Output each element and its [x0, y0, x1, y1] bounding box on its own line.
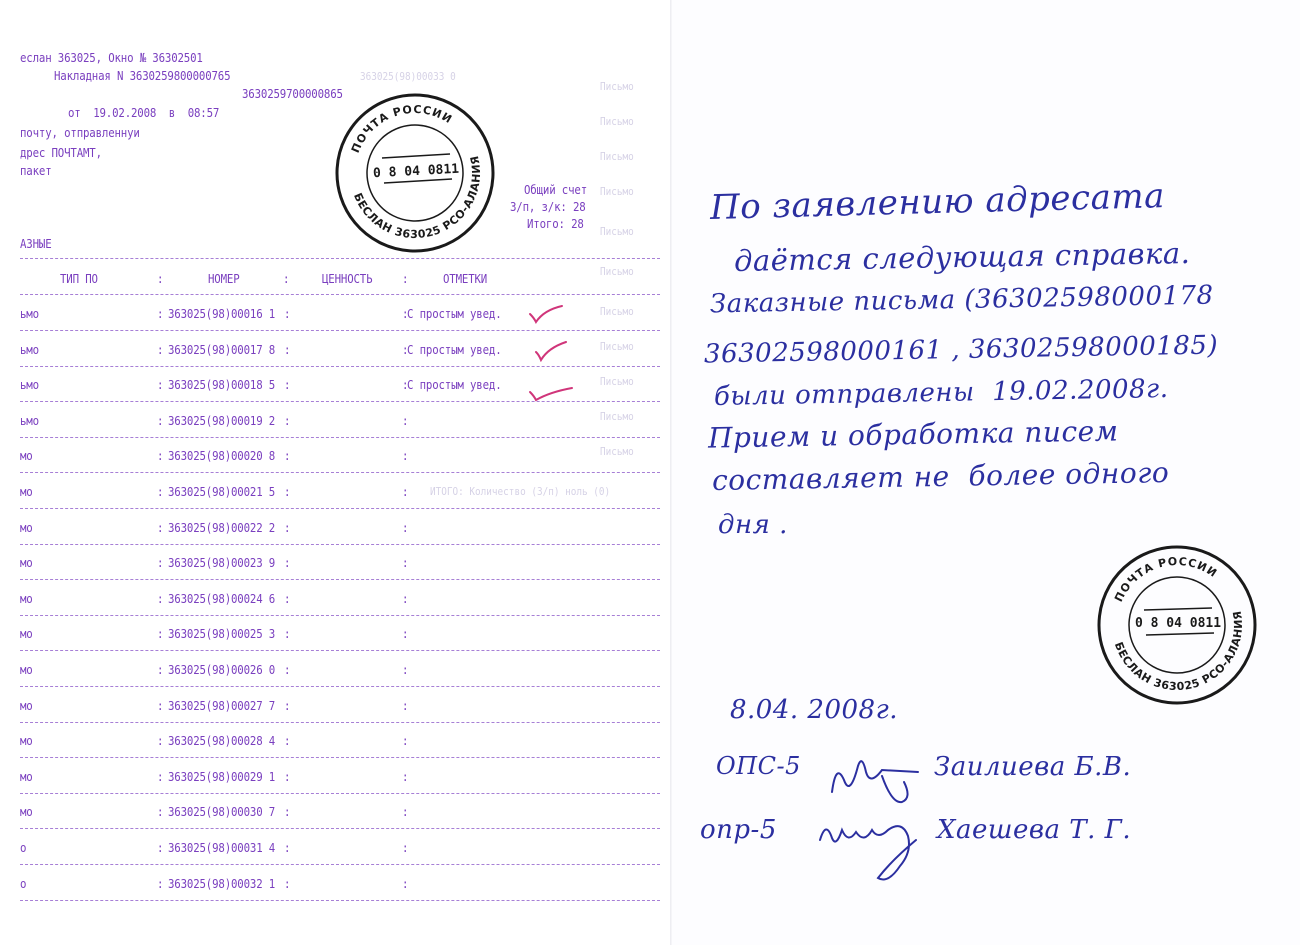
divider — [20, 472, 660, 473]
column-separator: : — [284, 662, 291, 677]
row-type: мо — [20, 698, 33, 713]
column-header-number: НОМЕР — [208, 271, 240, 286]
show-through-text: Письмо — [600, 80, 634, 93]
stamp-date: 0 8 04 0811 — [1134, 616, 1222, 631]
row-mark: С простым увед. — [407, 377, 502, 392]
column-separator: : — [284, 342, 291, 357]
column-separator: : — [284, 484, 291, 499]
column-separator: : — [157, 769, 164, 784]
column-separator: : — [157, 698, 164, 713]
row-number: 363025(98)00024 6 — [168, 591, 276, 606]
column-separator: : — [402, 876, 409, 891]
column-separator: : — [157, 306, 164, 321]
column-separator: : — [284, 804, 291, 819]
table-row — [0, 626, 670, 646]
column-separator: : — [402, 662, 409, 677]
divider — [20, 686, 660, 687]
note-line-3: Заказные письма (36302598000178 — [709, 280, 1214, 320]
row-type: мо — [20, 448, 33, 463]
column-separator: : — [157, 555, 164, 570]
receipt-header-line3: 3630259700000865 — [242, 86, 343, 101]
row-mark: С простым увед. — [407, 306, 502, 321]
show-through-text: Письмо — [600, 115, 634, 128]
column-separator: : — [157, 377, 164, 392]
note-date: 8.04. 2008г. — [730, 695, 898, 725]
column-separator: : — [157, 342, 164, 357]
column-separator: : — [157, 626, 164, 641]
receipt-totals-line2: З/п, з/к: 28 — [510, 199, 586, 214]
row-number: 363025(98)00027 7 — [168, 698, 276, 713]
postal-stamp — [1092, 540, 1262, 710]
divider — [20, 722, 660, 723]
receipt-date-line: от 19.02.2008 в 08:57 — [68, 105, 220, 120]
table-row — [0, 769, 670, 789]
row-number: 363025(98)00031 4 — [168, 840, 276, 855]
divider — [20, 615, 660, 616]
stamp-date: 0 8 04 0811 — [372, 161, 460, 182]
row-type: ьмо — [20, 413, 39, 428]
column-separator: : — [402, 306, 409, 321]
table-row — [0, 555, 670, 575]
table-row — [0, 484, 670, 504]
row-mark: С простым увед. — [407, 342, 502, 357]
row-type: ьмо — [20, 342, 39, 357]
row-type: ьмо — [20, 306, 39, 321]
column-separator: : — [402, 413, 409, 428]
receipt-sent-line3: пакет — [20, 163, 52, 178]
column-separator: : — [157, 733, 164, 748]
show-through-text: Письмо — [600, 445, 634, 458]
column-separator: : — [402, 342, 409, 357]
column-separator: : — [284, 733, 291, 748]
column-separator: : — [157, 413, 164, 428]
divider — [20, 437, 660, 438]
column-separator: : — [157, 520, 164, 535]
column-separator: : — [284, 626, 291, 641]
row-type: мо — [20, 733, 33, 748]
column-separator: : — [402, 769, 409, 784]
column-separator: : — [157, 804, 164, 819]
row-number: 363025(98)00019 2 — [168, 413, 276, 428]
receipt-header-line2: Накладная N 3630259800000765 — [54, 68, 231, 83]
stamp-bottom-text: БЕСЛАН 363025 РСО-АЛАНИЯ — [350, 154, 484, 242]
column-separator: : — [157, 591, 164, 606]
divider — [20, 258, 660, 259]
table-row — [0, 698, 670, 718]
column-separator: : — [284, 769, 291, 784]
table-row — [0, 591, 670, 611]
show-through-text: Письмо — [600, 185, 634, 198]
receipt-totals-line1: Общий счет — [524, 182, 588, 197]
column-separator: : — [402, 626, 409, 641]
column-separator: : — [402, 591, 409, 606]
divider — [20, 579, 660, 580]
divider — [20, 508, 660, 509]
column-separator: : — [402, 271, 409, 286]
table-row — [0, 804, 670, 824]
row-type: мо — [20, 520, 33, 535]
divider — [20, 793, 660, 794]
check-mark-icon — [528, 384, 574, 404]
note-line-7: составляет не более одного — [711, 456, 1170, 497]
note-line-6: Прием и обработка писем — [707, 414, 1119, 455]
receipt-header-line1: еслан 363025, Окно № 36302501 — [20, 50, 203, 65]
row-type: мо — [20, 769, 33, 784]
column-separator: : — [402, 555, 409, 570]
table-row — [0, 342, 670, 362]
row-number: 363025(98)00016 1 — [168, 306, 276, 321]
column-separator: : — [402, 484, 409, 499]
signature-1-name: Заилиева Б.В. — [934, 752, 1132, 782]
column-separator: : — [402, 698, 409, 713]
divider — [20, 650, 660, 651]
table-row — [0, 306, 670, 326]
divider — [20, 828, 660, 829]
column-separator: : — [402, 377, 409, 392]
row-number: 363025(98)00020 8 — [168, 448, 276, 463]
row-type: мо — [20, 591, 33, 606]
check-mark-icon — [534, 340, 568, 362]
stamp-top-text: ПОЧТА РОССИИ — [1112, 554, 1220, 605]
table-row — [0, 876, 670, 896]
column-separator: : — [402, 840, 409, 855]
column-separator: : — [402, 448, 409, 463]
divider — [20, 864, 660, 865]
row-number: 363025(98)00018 5 — [168, 377, 276, 392]
stamp-top-text: ПОЧТА РОССИИ — [348, 102, 455, 155]
note-line-4: 36302598000161 , 36302598000185) — [703, 330, 1219, 370]
column-separator: : — [402, 733, 409, 748]
show-through-text: Письмо — [600, 150, 634, 163]
column-header-marks: ОТМЕТКИ — [443, 271, 488, 286]
table-row — [0, 520, 670, 540]
show-through-text: 363025(98)00033 0 — [360, 70, 456, 83]
row-type: мо — [20, 626, 33, 641]
row-type: ьмо — [20, 377, 39, 392]
postal-stamp — [330, 88, 500, 258]
signature-1-role: ОПС-5 — [716, 752, 801, 780]
show-through-text: Письмо — [600, 410, 634, 423]
row-number: 363025(98)00023 9 — [168, 555, 276, 570]
column-separator: : — [283, 271, 290, 286]
show-through-text: Письмо — [600, 305, 634, 318]
row-number: 363025(98)00026 0 — [168, 662, 276, 677]
column-separator: : — [157, 662, 164, 677]
row-number: 363025(98)00025 3 — [168, 626, 276, 641]
column-separator: : — [157, 448, 164, 463]
column-separator: : — [157, 876, 164, 891]
divider — [20, 544, 660, 545]
show-through-text: Письмо — [600, 375, 634, 388]
row-number: 363025(98)00021 5 — [168, 484, 276, 499]
divider — [20, 366, 660, 367]
column-separator: : — [402, 804, 409, 819]
column-separator: : — [284, 448, 291, 463]
column-separator: : — [284, 377, 291, 392]
table-row — [0, 448, 670, 468]
divider — [20, 757, 660, 758]
table-row — [0, 413, 670, 433]
row-number: 363025(98)00022 2 — [168, 520, 276, 535]
column-separator: : — [284, 876, 291, 891]
note-line-8: дня . — [718, 510, 788, 540]
check-mark-icon — [528, 304, 564, 326]
row-type: мо — [20, 555, 33, 570]
row-number: 363025(98)00029 1 — [168, 769, 276, 784]
divider — [20, 294, 660, 295]
table-row — [0, 840, 670, 860]
column-separator: : — [284, 840, 291, 855]
column-separator: : — [157, 271, 164, 286]
divider — [20, 330, 660, 331]
row-type: мо — [20, 484, 33, 499]
table-row — [0, 662, 670, 682]
column-separator: : — [157, 484, 164, 499]
divider — [20, 900, 660, 901]
show-through-text: Письмо — [600, 340, 634, 353]
row-number: 363025(98)00030 7 — [168, 804, 276, 819]
row-type: о — [20, 840, 27, 855]
table-row — [0, 733, 670, 753]
row-type: о — [20, 876, 27, 891]
note-line-5: были отправлены 19.02.2008г. — [713, 374, 1169, 412]
row-number: 363025(98)00032 1 — [168, 876, 276, 891]
column-separator: : — [284, 413, 291, 428]
receipt-sent-line2: дрес ПОЧТАМТ, — [20, 145, 102, 160]
signature-2-name: Хаешева Т. Г. — [937, 815, 1132, 845]
column-separator: : — [157, 840, 164, 855]
column-separator: : — [284, 698, 291, 713]
note-line-2: даётся следующая справка. — [733, 236, 1191, 278]
receipt-section-label: АЗНЫЕ — [20, 236, 52, 251]
show-through-text: Письмо — [600, 265, 634, 278]
stamp-bottom-text: БЕСЛАН 363025 РСО-АЛАНИЯ — [1111, 609, 1246, 694]
column-header-type: ТИП ПО — [60, 271, 98, 286]
row-type: мо — [20, 804, 33, 819]
signature-2-role: опр-5 — [700, 815, 777, 845]
column-separator: : — [284, 520, 291, 535]
show-through-text: Письмо — [600, 225, 634, 238]
note-line-1: По заявлению адресата — [709, 176, 1166, 228]
show-through-text: ИТОГО: Количество (З/п) ноль (0) — [430, 485, 611, 498]
table-header — [0, 271, 670, 291]
column-separator: : — [284, 306, 291, 321]
receipt-totals-line3: Итого: 28 — [527, 216, 584, 231]
signature-2 — [812, 800, 942, 890]
column-separator: : — [284, 555, 291, 570]
row-number: 363025(98)00017 8 — [168, 342, 276, 357]
receipt-sent-line1: почту, отправленнуи — [20, 125, 140, 140]
note-sheet — [672, 0, 1300, 945]
column-separator: : — [284, 591, 291, 606]
row-type: мо — [20, 662, 33, 677]
row-number: 363025(98)00028 4 — [168, 733, 276, 748]
column-separator: : — [402, 520, 409, 535]
column-header-value: ЦЕННОСТЬ — [322, 271, 373, 286]
